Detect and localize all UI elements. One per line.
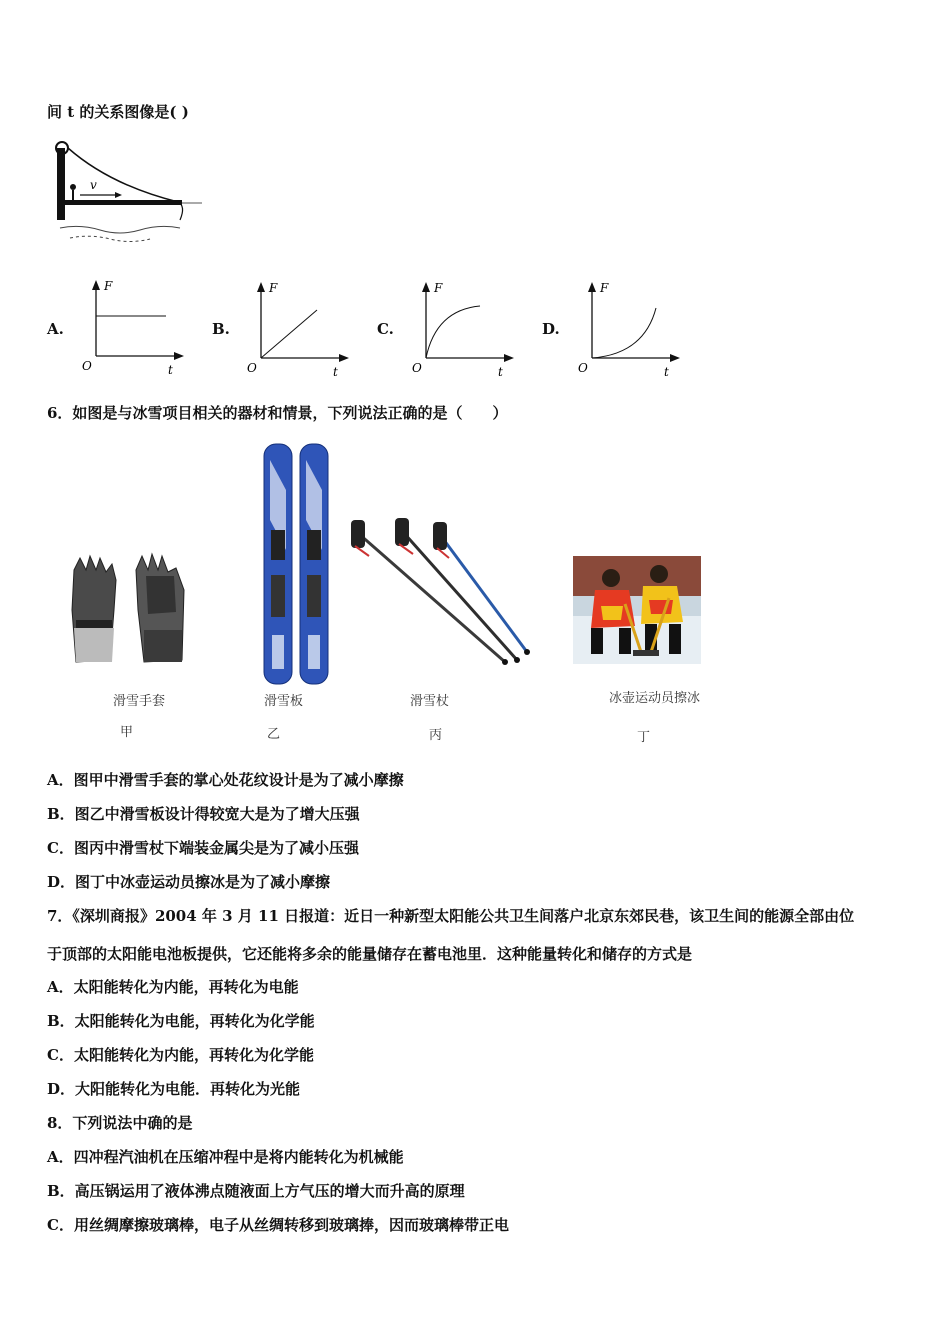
q7-option-c[interactable]: C．太阳能转化为内能，再转化为化学能 xyxy=(47,1046,314,1064)
q5-option-c-letter[interactable]: C. xyxy=(377,320,394,338)
q5-b-axis-x: t xyxy=(333,365,338,379)
q5-d-axis-x: t xyxy=(664,365,669,379)
q5-a-axis-y: F xyxy=(104,279,113,293)
q5-d-axis-y: F xyxy=(600,281,609,295)
ski-poles-image xyxy=(345,512,535,672)
q8-option-a[interactable]: A．四冲程汽油机在压缩冲程中是将内能转化为机械能 xyxy=(47,1148,404,1166)
q5-person-icon xyxy=(70,184,76,190)
q6-stem: 6．如图是与冰雪项目相关的器材和情景，下列说法正确的是（ ） xyxy=(47,404,508,422)
q5-pulley-diagram xyxy=(50,140,210,245)
q5-d-origin: O xyxy=(578,361,588,375)
q7-stem-line2: 于顶部的太阳能电池板提供，它还能将多余的能量储存在蓄电池里．这种能量转化和储存的方式是 xyxy=(47,945,693,963)
q6-option-b[interactable]: B．图乙中滑雪板设计得较宽大是为了增大压强 xyxy=(47,805,360,823)
tag-ding: 丁 xyxy=(637,730,651,745)
q6-option-c[interactable]: C．图丙中滑雪杖下端装金属尖是为了减小压强 xyxy=(47,839,359,857)
q8-option-b[interactable]: B．高压锅运用了液体沸点随液面上方气压的增大而升高的原理 xyxy=(47,1182,465,1200)
q6-option-d[interactable]: D．图丁中冰壶运动员擦冰是为了减小摩擦 xyxy=(47,873,331,891)
q5-option-a-letter[interactable]: A. xyxy=(47,320,64,338)
q5-dock xyxy=(64,200,182,205)
q5-graph-c xyxy=(408,280,518,380)
q5-option-d-letter[interactable]: D. xyxy=(542,320,560,338)
tag-jia: 甲 xyxy=(120,725,134,740)
caption-skis: 滑雪板 xyxy=(264,694,304,709)
tag-yi: 乙 xyxy=(267,727,281,742)
q8-stem: 8．下列说法中确的是 xyxy=(47,1114,193,1132)
q5-rope xyxy=(68,148,178,202)
q5-a-axis-x: t xyxy=(168,363,173,377)
q5-c-origin: O xyxy=(412,361,422,375)
q5-wall-post xyxy=(57,148,65,220)
q7-option-b[interactable]: B．太阳能转化为电能，再转化为化学能 xyxy=(47,1012,315,1030)
q5-stem-tail: 间 t 的关系图像是( ) xyxy=(47,103,189,121)
q7-stem-line1: 7．《深圳商报》2004 年 3 月 11 日报道：近日一种新型太阳能公共卫生间落户北京东郊民巷，该卫生间的能源全部由位 xyxy=(47,907,855,925)
q5-c-axis-y: F xyxy=(434,281,443,295)
skis-image xyxy=(258,440,334,688)
q6-option-a[interactable]: A．图甲中滑雪手套的掌心处花纹设计是为了减小摩擦 xyxy=(47,771,404,789)
q5-velocity-label: v xyxy=(90,178,97,192)
q5-a-origin: O xyxy=(82,359,92,373)
q5-graph-a xyxy=(78,278,188,378)
q7-option-d[interactable]: D．大阳能转化为电能．再转化为光能 xyxy=(47,1080,301,1098)
q5-b-origin: O xyxy=(247,361,257,375)
caption-ski-poles: 滑雪杖 xyxy=(410,694,450,709)
q5-b-axis-y: F xyxy=(269,281,278,295)
curling-photo xyxy=(573,556,701,664)
q8-option-c[interactable]: C．用丝绸摩擦玻璃棒，电子从丝绸转移到玻璃捧，因而玻璃棒带正电 xyxy=(47,1216,509,1234)
q7-option-a[interactable]: A．太阳能转化为内能，再转化为电能 xyxy=(47,978,299,996)
caption-curling: 冰壶运动员擦冰 xyxy=(609,691,701,706)
q5-option-b-letter[interactable]: B. xyxy=(212,320,230,338)
tag-bing: 丙 xyxy=(429,728,443,743)
q5-graph-d xyxy=(574,280,684,380)
caption-ski-gloves: 滑雪手套 xyxy=(113,694,166,709)
ski-gloves-image xyxy=(66,550,192,670)
q5-c-axis-x: t xyxy=(498,365,503,379)
q5-graph-b xyxy=(243,280,353,380)
